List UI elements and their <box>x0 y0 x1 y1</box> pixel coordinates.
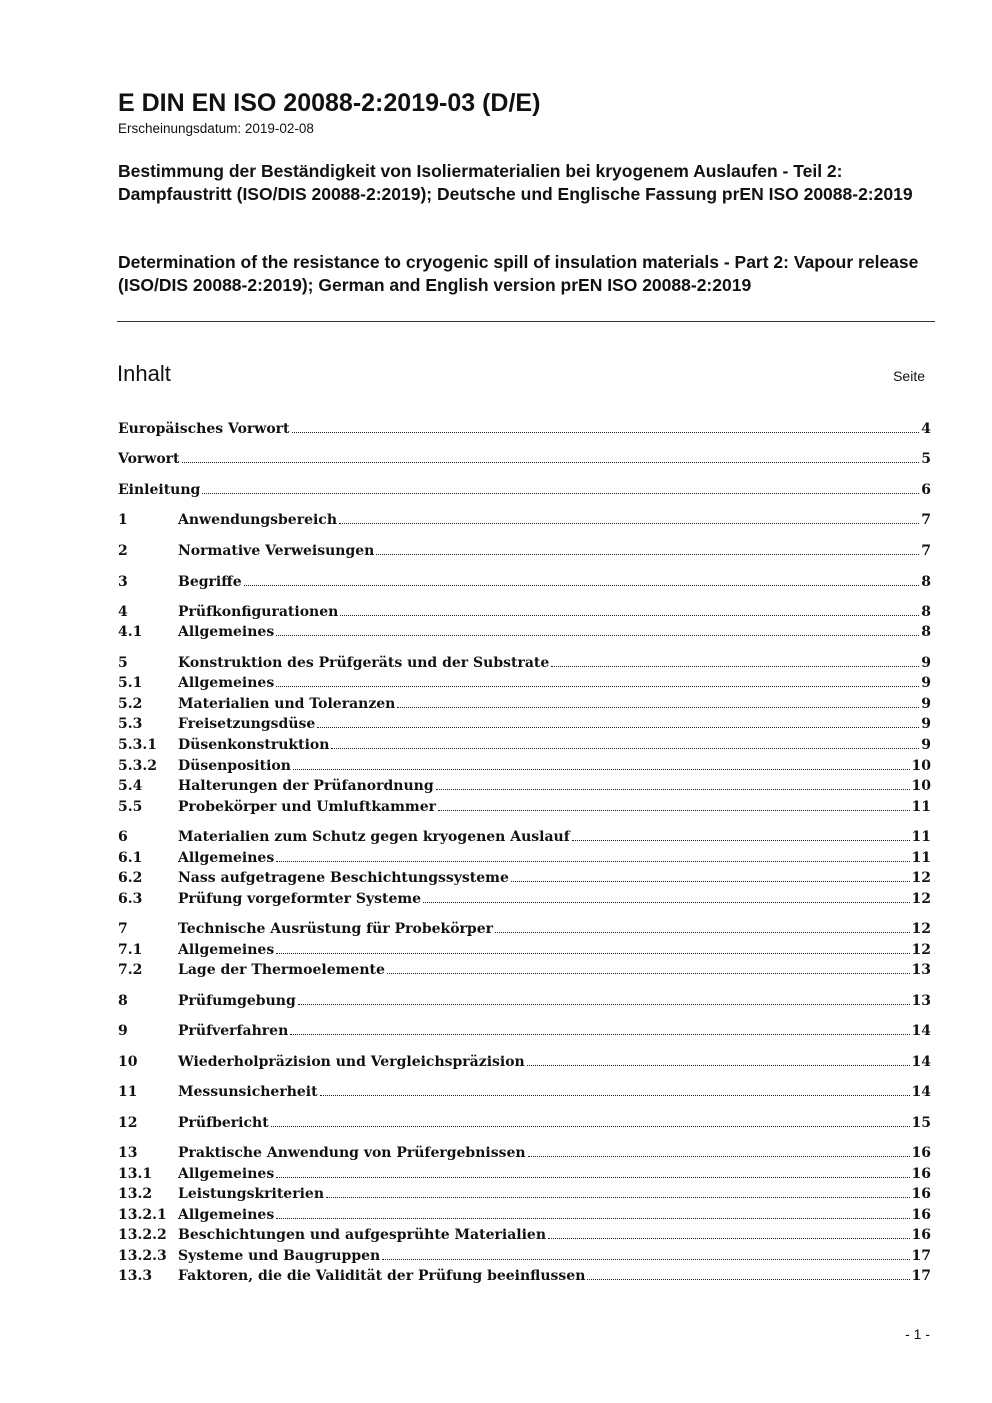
toc-entry-number: 1 <box>118 512 128 528</box>
toc-entry-page: 6 <box>921 482 931 498</box>
toc-entry[interactable] <box>118 448 931 468</box>
toc-entry[interactable] <box>118 652 931 672</box>
toc-entry[interactable] <box>118 1081 931 1101</box>
toc-entry-title: Vorwort <box>118 451 180 467</box>
toc-entry-page: 17 <box>911 1248 931 1264</box>
toc-entry-title: Materialien zum Schutz gegen kryogenen Auslauf <box>178 829 570 845</box>
toc-leader-dots <box>548 1224 910 1239</box>
toc-entry-number: 2 <box>118 543 128 559</box>
toc-entry[interactable] <box>118 601 931 621</box>
toc-entry[interactable] <box>118 959 931 979</box>
toc-entry-title: Prüfung vorgeformter Systeme <box>178 891 422 907</box>
toc-entry-page: 4 <box>921 421 931 437</box>
toc-leader-dots <box>438 796 910 811</box>
toc-entry[interactable] <box>118 621 931 641</box>
toc-entry[interactable] <box>118 693 931 713</box>
toc-entry-number: 13.3 <box>118 1268 153 1284</box>
toc-entry-title: Praktische Anwendung von Prüfergebnissen <box>178 1145 526 1161</box>
toc-entry-page: 8 <box>921 574 931 590</box>
toc-entry-page: 10 <box>911 778 931 794</box>
toc-leader-dots <box>182 448 920 463</box>
toc-entry[interactable] <box>118 1204 931 1224</box>
toc-entry-number: 13.1 <box>118 1166 153 1182</box>
toc-entry-page: 11 <box>911 850 931 866</box>
toc-entry-page: 12 <box>911 891 931 907</box>
toc-entry[interactable] <box>118 990 931 1010</box>
toc-leader-dots <box>276 1163 909 1178</box>
toc-entry-number: 5.2 <box>118 696 143 712</box>
toc-leader-dots <box>528 1142 910 1157</box>
toc-entry-page: 13 <box>911 962 931 978</box>
toc-leader-dots <box>293 755 910 770</box>
publication-date: Erscheinungsdatum: 2019-02-08 <box>118 121 314 136</box>
toc-entry[interactable] <box>118 775 931 795</box>
toc-entry-title: Prüfverfahren <box>178 1023 289 1039</box>
toc-leader-dots <box>276 621 919 636</box>
toc-entry-number: 7.1 <box>118 942 143 958</box>
toc-leader-dots <box>387 959 910 974</box>
toc-entry[interactable] <box>118 1245 931 1265</box>
toc-entry-number: 7.2 <box>118 962 143 978</box>
toc-entry-number: 5.3.2 <box>118 758 157 774</box>
toc-leader-dots <box>317 713 919 728</box>
toc-entry-title: Konstruktion des Prüfgeräts und der Substrate <box>178 655 550 671</box>
toc-entry-title: Technische Ausrüstung für Probekörper <box>178 921 494 937</box>
toc-entry[interactable] <box>118 1142 931 1162</box>
toc-entry-page: 7 <box>921 543 931 559</box>
toc-entry-number: 4.1 <box>118 624 143 640</box>
toc-entry-title: Anwendungsbereich <box>178 512 337 528</box>
toc-leader-dots <box>397 693 919 708</box>
toc-entry-page: 16 <box>911 1166 931 1182</box>
toc-entry-page: 16 <box>911 1207 931 1223</box>
toc-entry[interactable] <box>118 826 931 846</box>
page-number: - 1 - <box>905 1326 930 1342</box>
toc-leader-dots <box>326 1183 910 1198</box>
toc-entry-title: Prüfkonfigurationen <box>178 604 339 620</box>
toc-entry[interactable] <box>118 1163 931 1183</box>
toc-entry[interactable] <box>118 888 931 908</box>
toc-entry[interactable] <box>118 847 931 867</box>
toc-entry-page: 14 <box>911 1084 931 1100</box>
toc-entry-page: 10 <box>911 758 931 774</box>
toc-entry-page: 7 <box>921 512 931 528</box>
toc-page-column-label: Seite <box>893 368 925 384</box>
toc-entry-page: 8 <box>921 624 931 640</box>
toc-entry-title: Probekörper und Umluftkammer <box>178 799 437 815</box>
toc-entry-number: 10 <box>118 1054 138 1070</box>
toc-entry-number: 9 <box>118 1023 128 1039</box>
toc-entry-title: Allgemeines <box>178 1166 275 1182</box>
toc-leader-dots <box>382 1245 909 1260</box>
toc-entry-number: 6.3 <box>118 891 143 907</box>
toc-leader-dots <box>276 1204 909 1219</box>
toc-entry-number: 5.3.1 <box>118 737 157 753</box>
toc-entry-page: 12 <box>911 870 931 886</box>
toc-leader-dots <box>572 826 910 841</box>
toc-entry[interactable] <box>118 540 931 560</box>
title-german: Bestimmung der Beständigkeit von Isoliermaterialien bei kryogenem Auslaufen - Teil 2: Dampfaustritt (ISO/DIS 20088-2:2019); Deutsche und Englische Fassung prEN ISO 20088-2:2019 <box>118 161 913 204</box>
toc-entry-title: Prüfumgebung <box>178 993 296 1009</box>
toc-entry-page: 16 <box>911 1227 931 1243</box>
toc-leader-dots <box>244 571 920 586</box>
toc-leader-dots <box>202 479 919 494</box>
table-of-contents <box>118 0 931 1403</box>
toc-entry-title: Allgemeines <box>178 850 275 866</box>
toc-leader-dots <box>551 652 919 667</box>
toc-entry[interactable] <box>118 1265 931 1285</box>
toc-entry-title: Freisetzungsdüse <box>178 716 316 732</box>
toc-leader-dots <box>331 734 919 749</box>
toc-entry-number: 6 <box>118 829 128 845</box>
toc-entry-title: Lage der Thermoelemente <box>178 962 385 978</box>
toc-entry-page: 15 <box>911 1115 931 1131</box>
toc-entry-page: 16 <box>911 1186 931 1202</box>
toc-leader-dots <box>320 1081 910 1096</box>
toc-entry[interactable] <box>118 734 931 754</box>
toc-entry-title: Messunsicherheit <box>178 1084 318 1100</box>
toc-entry-page: 11 <box>911 799 931 815</box>
toc-entry[interactable] <box>118 509 931 529</box>
toc-entry[interactable] <box>118 867 931 887</box>
toc-entry[interactable] <box>118 939 931 959</box>
toc-entry-title: Einleitung <box>118 482 201 498</box>
toc-leader-dots <box>276 672 919 687</box>
toc-entry-number: 7 <box>118 921 128 937</box>
toc-entry-number: 8 <box>118 993 128 1009</box>
toc-entry-number: 6.1 <box>118 850 143 866</box>
toc-entry-page: 12 <box>911 942 931 958</box>
toc-entry-page: 9 <box>921 696 931 712</box>
toc-entry[interactable] <box>118 571 931 591</box>
toc-leader-dots <box>271 1112 910 1127</box>
toc-entry[interactable] <box>118 1183 931 1203</box>
toc-entry-title: Wiederholpräzision und Vergleichspräzision <box>178 1054 525 1070</box>
toc-leader-dots <box>298 990 910 1005</box>
toc-entry-title: Düsenposition <box>178 758 291 774</box>
toc-entry-title: Allgemeines <box>178 624 275 640</box>
toc-leader-dots <box>290 1020 909 1035</box>
toc-entry-page: 17 <box>911 1268 931 1284</box>
toc-entry-title: Leistungskriterien <box>178 1186 324 1202</box>
toc-leader-dots <box>339 509 919 524</box>
toc-entry-page: 9 <box>921 675 931 691</box>
toc-entry-number: 13.2.3 <box>118 1248 167 1264</box>
toc-entry-page: 14 <box>911 1023 931 1039</box>
toc-leader-dots <box>276 939 909 954</box>
toc-entry-title: Begriffe <box>178 574 242 590</box>
toc-entry-title: Halterungen der Prüfanordnung <box>178 778 434 794</box>
toc-entry-page: 9 <box>921 716 931 732</box>
toc-entry-number: 5 <box>118 655 128 671</box>
toc-entry[interactable] <box>118 755 931 775</box>
toc-entry-number: 12 <box>118 1115 138 1131</box>
toc-entry[interactable] <box>118 796 931 816</box>
toc-entry-page: 12 <box>911 921 931 937</box>
toc-entry-title: Europäisches Vorwort <box>118 421 290 437</box>
toc-entry-title: Allgemeines <box>178 1207 275 1223</box>
toc-entry-number: 13 <box>118 1145 138 1161</box>
title-english: Determination of the resistance to cryogenic spill of insulation materials - Part 2: Vapour release (ISO/DIS 20088-2:2019); German and English version prEN ISO 20088-2:2019 <box>118 252 919 295</box>
toc-entry-number: 6.2 <box>118 870 143 886</box>
toc-leader-dots <box>527 1051 910 1066</box>
toc-entry-title: Allgemeines <box>178 942 275 958</box>
toc-entry-page: 14 <box>911 1054 931 1070</box>
toc-entry-title: Materialien und Toleranzen <box>178 696 396 712</box>
toc-entry-title: Allgemeines <box>178 675 275 691</box>
toc-entry-title: Systeme und Baugruppen <box>178 1248 381 1264</box>
toc-leader-dots <box>376 540 919 555</box>
toc-entry-number: 13.2.2 <box>118 1227 167 1243</box>
document-id: E DIN EN ISO 20088-2:2019-03 (D/E) <box>118 89 541 117</box>
toc-entry-title: Beschichtungen und aufgesprühte Materialien <box>178 1227 546 1243</box>
toc-entry-number: 5.5 <box>118 799 143 815</box>
toc-entry[interactable] <box>118 1051 931 1071</box>
toc-entry-page: 8 <box>921 604 931 620</box>
toc-leader-dots <box>495 918 910 933</box>
toc-leader-dots <box>587 1265 909 1280</box>
toc-entry-title: Faktoren, die die Validität der Prüfung beeinflussen <box>178 1268 586 1284</box>
toc-leader-dots <box>423 888 909 903</box>
toc-entry-number: 13.2.1 <box>118 1207 167 1223</box>
toc-entry-number: 13.2 <box>118 1186 153 1202</box>
toc-entry-number: 4 <box>118 604 128 620</box>
toc-leader-dots <box>511 867 910 882</box>
toc-entry[interactable] <box>118 1020 931 1040</box>
toc-entry[interactable] <box>118 1112 931 1132</box>
toc-entry-number: 5.4 <box>118 778 143 794</box>
toc-entry-number: 3 <box>118 574 128 590</box>
toc-entry[interactable] <box>118 672 931 692</box>
toc-entry[interactable] <box>118 479 931 499</box>
toc-entry-title: Prüfbericht <box>178 1115 269 1131</box>
toc-entry-page: 11 <box>911 829 931 845</box>
toc-entry-page: 13 <box>911 993 931 1009</box>
toc-entry[interactable] <box>118 1224 931 1244</box>
toc-leader-dots <box>276 847 909 862</box>
toc-entry-title: Normative Verweisungen <box>178 543 375 559</box>
toc-heading: Inhalt <box>117 361 171 386</box>
toc-entry-number: 5.1 <box>118 675 143 691</box>
toc-leader-dots <box>436 775 910 790</box>
toc-entry[interactable] <box>118 713 931 733</box>
toc-entry-page: 9 <box>921 655 931 671</box>
toc-entry-page: 5 <box>921 451 931 467</box>
toc-entry-title: Düsenkonstruktion <box>178 737 330 753</box>
toc-leader-dots <box>292 418 920 433</box>
toc-entry-title: Nass aufgetragene Beschichtungssysteme <box>178 870 509 886</box>
toc-entry[interactable] <box>118 918 931 938</box>
toc-entry[interactable] <box>118 418 931 438</box>
toc-leader-dots <box>340 601 919 616</box>
toc-entry-page: 16 <box>911 1145 931 1161</box>
toc-entry-number: 5.3 <box>118 716 143 732</box>
toc-entry-number: 11 <box>118 1084 138 1100</box>
toc-entry-page: 9 <box>921 737 931 753</box>
